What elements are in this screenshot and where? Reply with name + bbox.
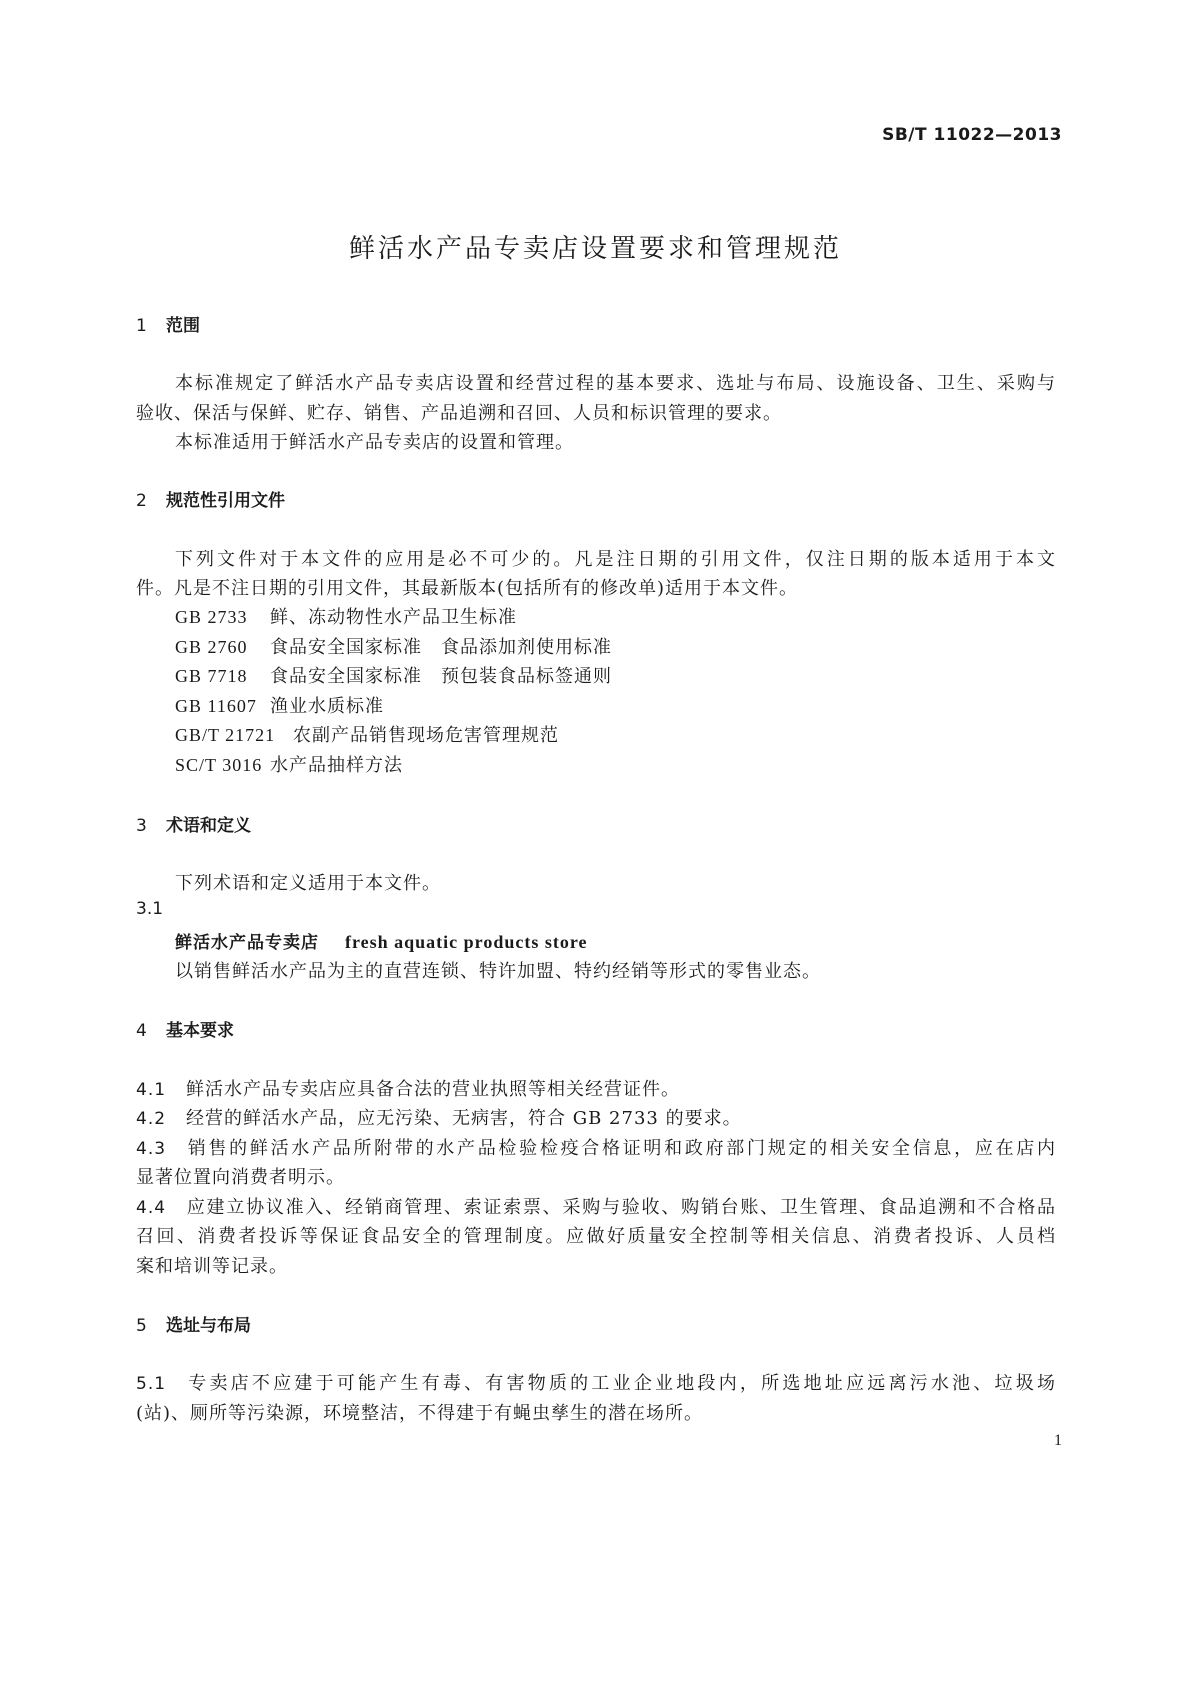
reference-item xyxy=(175,603,517,629)
page-number: 1 xyxy=(1054,1432,1062,1449)
reference-item xyxy=(175,662,612,688)
paragraph-line: 本标准规定了鲜活水产品专卖店设置和经营过程的基本要求、选址与布局、设施设备、卫生、采购与 xyxy=(175,373,1056,394)
reference-code: GB 2760 xyxy=(175,637,248,657)
section-3-heading xyxy=(136,811,251,836)
section-title: 范围 xyxy=(166,316,200,336)
paragraph-line: 下列文件对于本文件的应用是必不可少的。凡是注日期的引用文件，仅注日期的版本适用于本文 xyxy=(175,549,1056,570)
section-number: 4 xyxy=(136,1021,147,1041)
reference-title: 鲜、冻动物性水产品卫生标准 xyxy=(270,607,517,628)
section-4-heading xyxy=(136,1016,234,1041)
clause-number: 4.1 xyxy=(136,1080,167,1100)
paragraph-line: 验收、保活与保鲜、贮存、销售、产品追溯和召回、人员和标识管理的要求。 xyxy=(136,403,782,424)
section-title: 术语和定义 xyxy=(166,816,251,836)
section-title: 规范性引用文件 xyxy=(166,491,285,511)
clause-number: 4.3 xyxy=(136,1139,167,1159)
clause-number: 4.2 xyxy=(136,1109,167,1129)
reference-item xyxy=(175,721,559,747)
clause-text: 鲜活水产品专卖店应具备合法的营业执照等相关经营证件。 xyxy=(186,1079,680,1100)
reference-title: 渔业水质标准 xyxy=(270,696,384,717)
paragraph-line: (站)、厕所等污染源，环境整洁，不得建于有蝇虫孳生的潜在场所。 xyxy=(136,1403,704,1424)
paragraph-line: 下列术语和定义适用于本文件。 xyxy=(175,873,441,894)
reference-code: SC/T 3016 xyxy=(175,755,263,775)
clause-4-1 xyxy=(136,1075,680,1101)
clause-text: 专卖店不应建于可能产生有毒、有害物质的工业企业地段内，所选地址应远离污水池、垃圾场 xyxy=(186,1373,1056,1394)
term-number: 3.1 xyxy=(136,899,164,919)
paragraph-line: 案和培训等记录。 xyxy=(136,1256,288,1277)
term-heading xyxy=(175,928,588,953)
clause-number: 4.4 xyxy=(136,1198,167,1218)
term-definition: 以销售鲜活水产品为主的直营连锁、特许加盟、特约经销等形式的零售业态。 xyxy=(175,961,821,982)
clause-4-4 xyxy=(136,1193,1056,1219)
reference-code: GB 7718 xyxy=(175,666,248,686)
clause-number: 5.1 xyxy=(136,1374,167,1394)
reference-title: 水产品抽样方法 xyxy=(270,755,403,776)
section-title: 选址与布局 xyxy=(166,1316,251,1336)
paragraph-line: 召回、消费者投诉等保证食品安全的管理制度。应做好质量安全控制等相关信息、消费者投诉、人员档 xyxy=(136,1226,1056,1247)
section-number: 2 xyxy=(136,491,147,511)
reference-item xyxy=(175,633,612,659)
section-5-heading xyxy=(136,1311,251,1336)
term-english: fresh aquatic products store xyxy=(345,932,588,952)
reference-title: 农副产品销售现场危害管理规范 xyxy=(293,725,559,746)
section-number: 5 xyxy=(136,1316,147,1336)
reference-code: GB/T 21721 xyxy=(175,725,276,745)
section-number: 1 xyxy=(136,316,147,336)
clause-text: 销售的鲜活水产品所附带的水产品检验检疫合格证明和政府部门规定的相关安全信息，应在店内 xyxy=(186,1138,1056,1159)
reference-title: 食品安全国家标准 预包装食品标签通则 xyxy=(270,666,612,687)
reference-title: 食品安全国家标准 食品添加剂使用标准 xyxy=(270,637,612,658)
document-title: 鲜活水产品专卖店设置要求和管理规范 xyxy=(348,234,842,264)
section-number: 3 xyxy=(136,816,147,836)
section-title: 基本要求 xyxy=(166,1021,234,1041)
reference-code: GB 11607 xyxy=(175,696,257,716)
clause-5-1 xyxy=(136,1369,1056,1395)
term-chinese: 鲜活水产品专卖店 xyxy=(175,933,319,953)
reference-item xyxy=(175,751,403,777)
paragraph-line: 件。凡是不注日期的引用文件，其最新版本(包括所有的修改单)适用于本文件。 xyxy=(136,578,799,599)
section-1-heading xyxy=(136,311,200,336)
clause-4-2 xyxy=(136,1104,742,1130)
clause-4-3 xyxy=(136,1134,1056,1160)
clause-text: 应建立协议准入、经销商管理、索证索票、采购与验收、购销台账、卫生管理、食品追溯和不合格品 xyxy=(186,1197,1056,1218)
clause-text: 经营的鲜活水产品，应无污染、无病害，符合 GB 2733 的要求。 xyxy=(186,1108,742,1129)
section-2-heading xyxy=(136,486,285,511)
paragraph-line: 显著位置向消费者明示。 xyxy=(136,1167,345,1188)
reference-item xyxy=(175,692,384,718)
standard-code: SB/T 11022—2013 xyxy=(882,125,1062,145)
reference-code: GB 2733 xyxy=(175,607,248,627)
paragraph-line: 本标准适用于鲜活水产品专卖店的设置和管理。 xyxy=(175,432,574,453)
